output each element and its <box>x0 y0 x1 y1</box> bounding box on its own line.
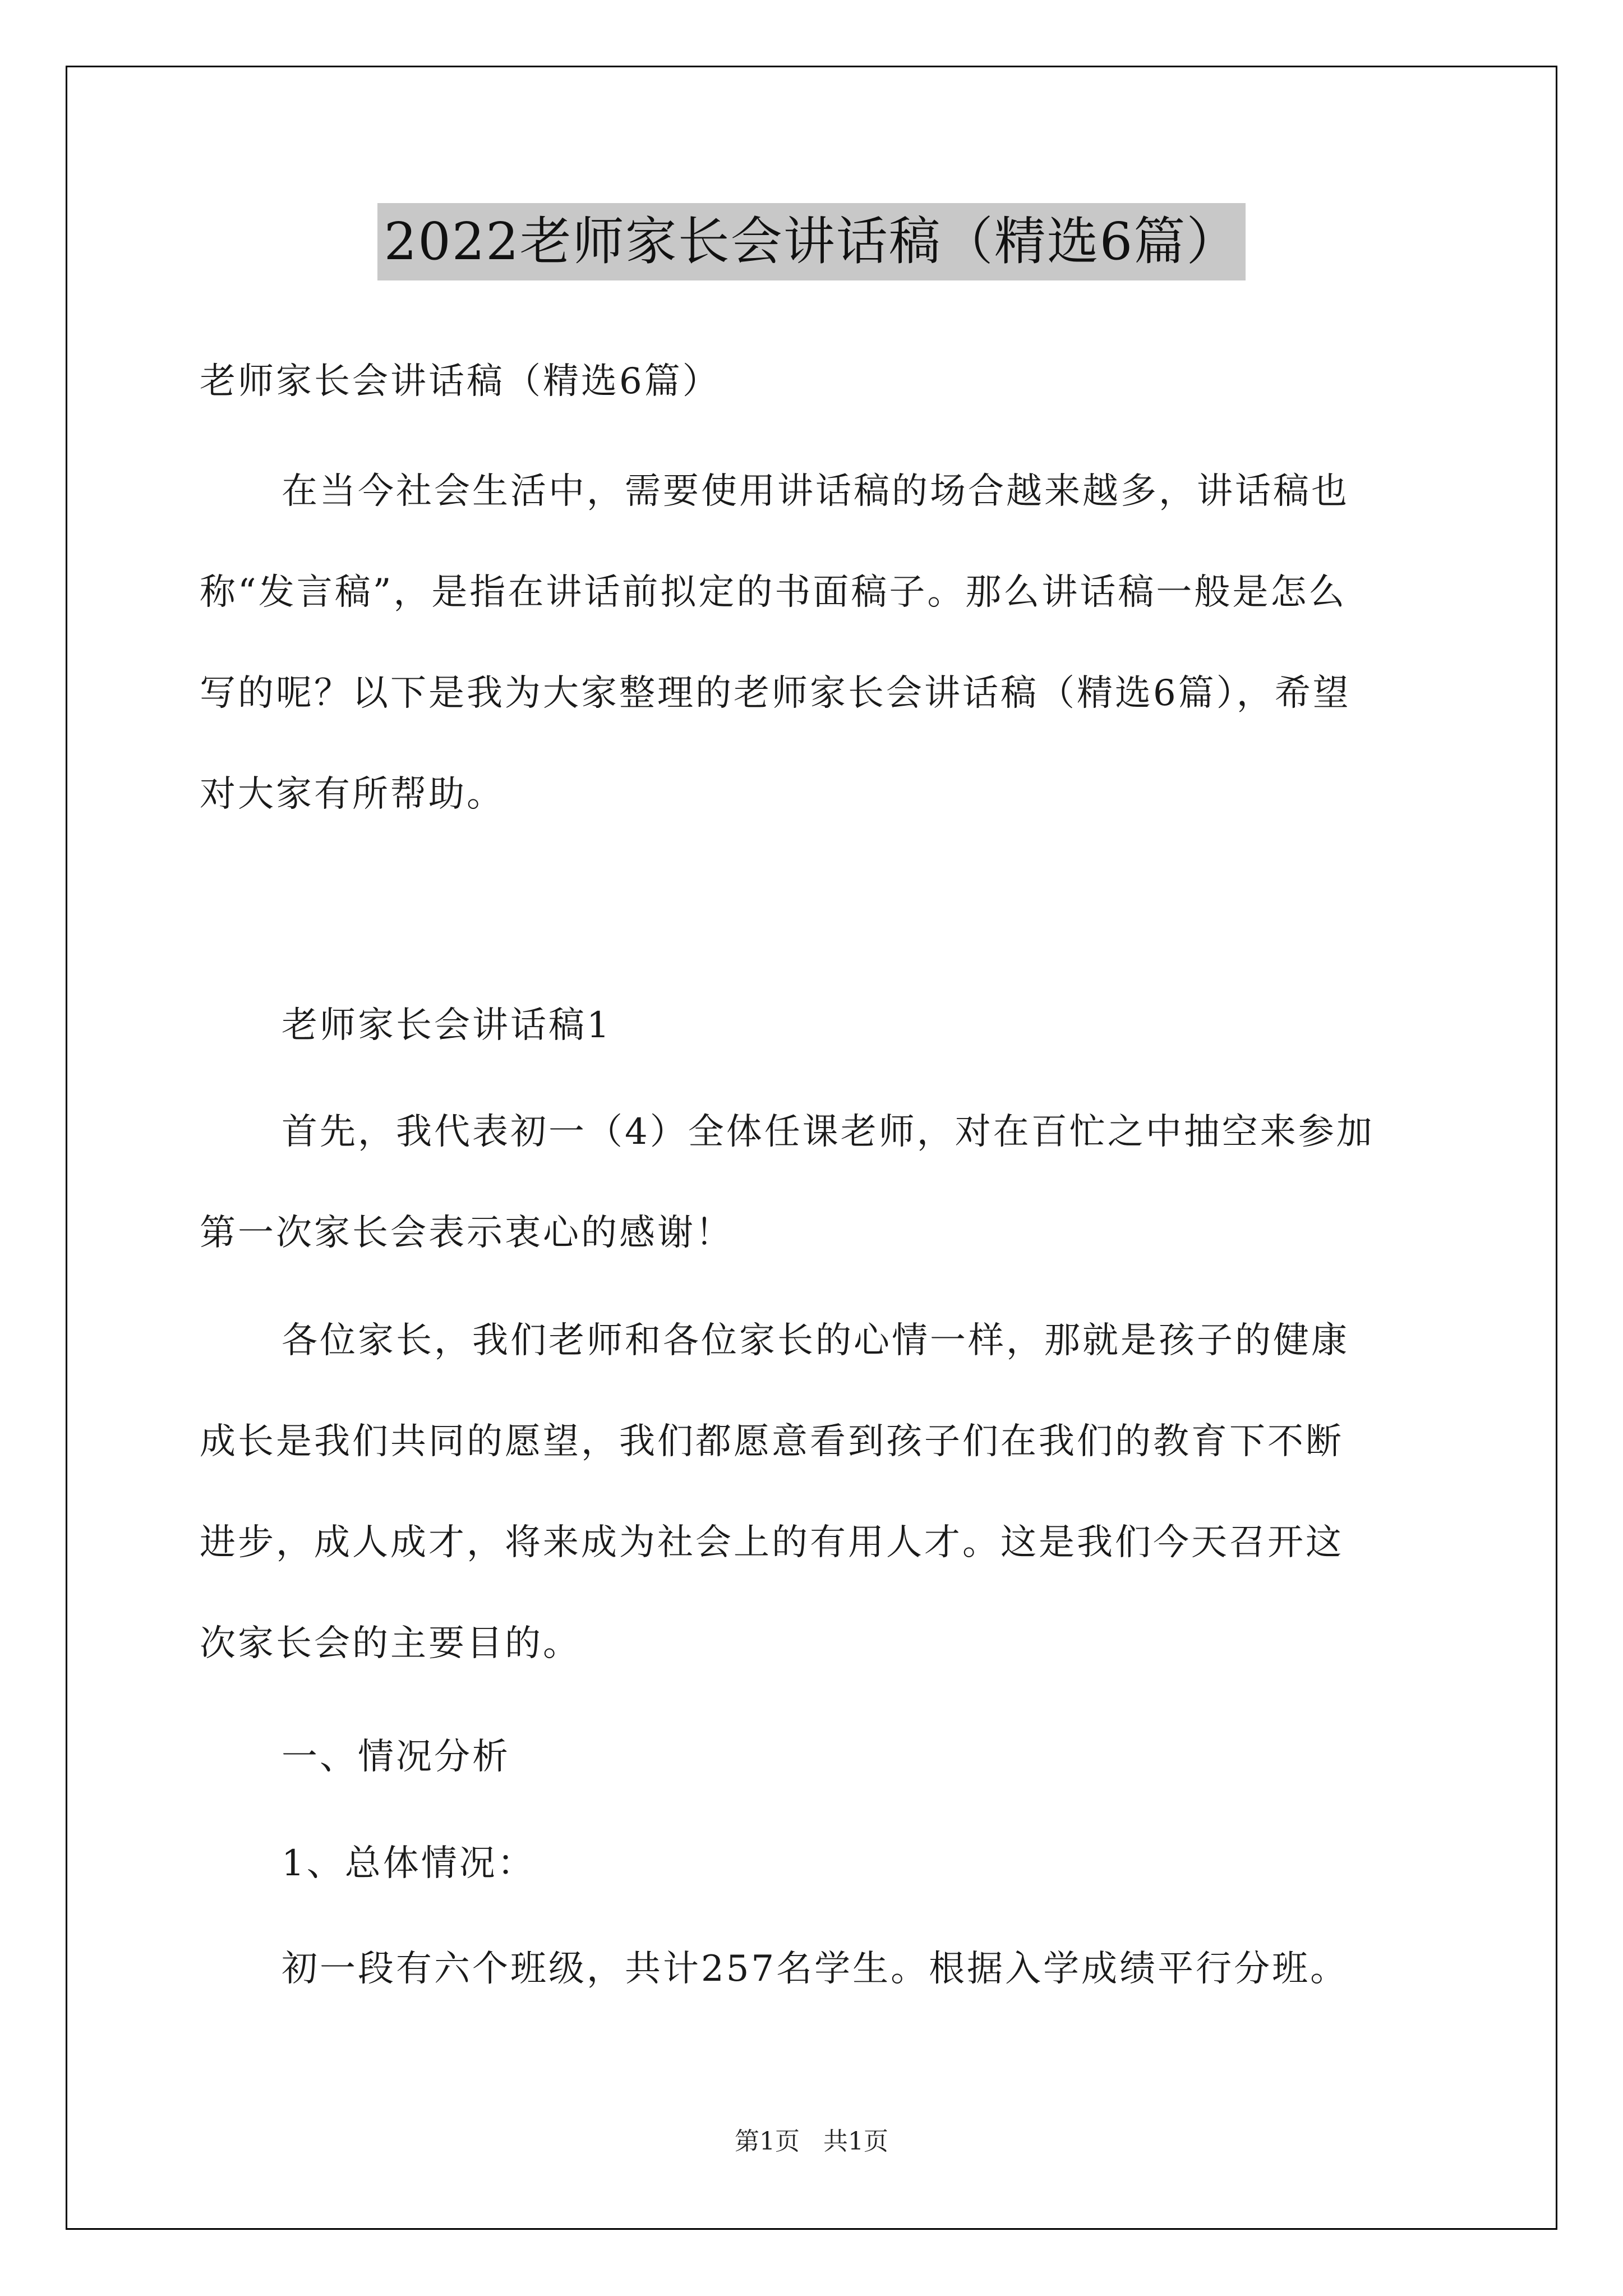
intro-line: 在当今社会生活中，需要使用讲话稿的场合越来越多，讲话稿也 <box>282 471 1349 512</box>
paragraph-line: 各位家长，我们老师和各位家长的心情一样，那就是孩子的健康 <box>282 1320 1349 1361</box>
section-heading <box>200 975 1428 1076</box>
paragraph-line: 进步，成人成才，将来成为社会上的有用人才。这是我们今天召开这 <box>200 1522 1344 1563</box>
paragraph-line: 第一次家长会表示衷心的感谢！ <box>200 1212 734 1254</box>
intro-line: 写的呢？以下是我为大家整理的老师家长会讲话稿（精选6篇），希望 <box>200 673 1351 714</box>
paragraph-line: 成长是我们共同的愿望，我们都愿意看到孩子们在我们的教育下不断 <box>200 1421 1344 1462</box>
intro-line: 对大家有所帮助。 <box>200 774 505 815</box>
intro-paragraph <box>200 441 1428 845</box>
document-subtitle <box>200 331 1428 432</box>
heading-overall <box>200 1813 1428 1914</box>
heading-overall-text: 1、总体情况： <box>282 1843 536 1884</box>
paragraph-2 <box>200 1290 1428 1694</box>
section-heading-text: 老师家长会讲话稿1 <box>282 1005 612 1046</box>
paragraph-3-text: 初一段有六个班级，共计257名学生。根据入学成绩平行分班。 <box>282 1948 1349 1990</box>
paragraph-3 <box>200 1918 1428 2019</box>
page-footer: 第1页 共1页 <box>735 2127 888 2156</box>
paragraph-line: 次家长会的主要目的。 <box>200 1623 581 1664</box>
paragraph-1 <box>200 1082 1428 1283</box>
subtitle-text: 老师家长会讲话稿（精选6篇） <box>200 361 721 402</box>
intro-line: 称“发言稿”，是指在讲话前拟定的书面稿子。那么讲话稿一般是怎么 <box>200 572 1347 613</box>
document-title: 2022老师家长会讲话稿（精选6篇） <box>377 203 1246 280</box>
paragraph-line: 首先，我代表初一（4）全体任课老师，对在百忙之中抽空来参加 <box>282 1111 1375 1153</box>
heading-analysis <box>200 1706 1428 1807</box>
heading-analysis-text: 一、情况分析 <box>282 1736 510 1778</box>
title-container <box>0 203 1623 280</box>
